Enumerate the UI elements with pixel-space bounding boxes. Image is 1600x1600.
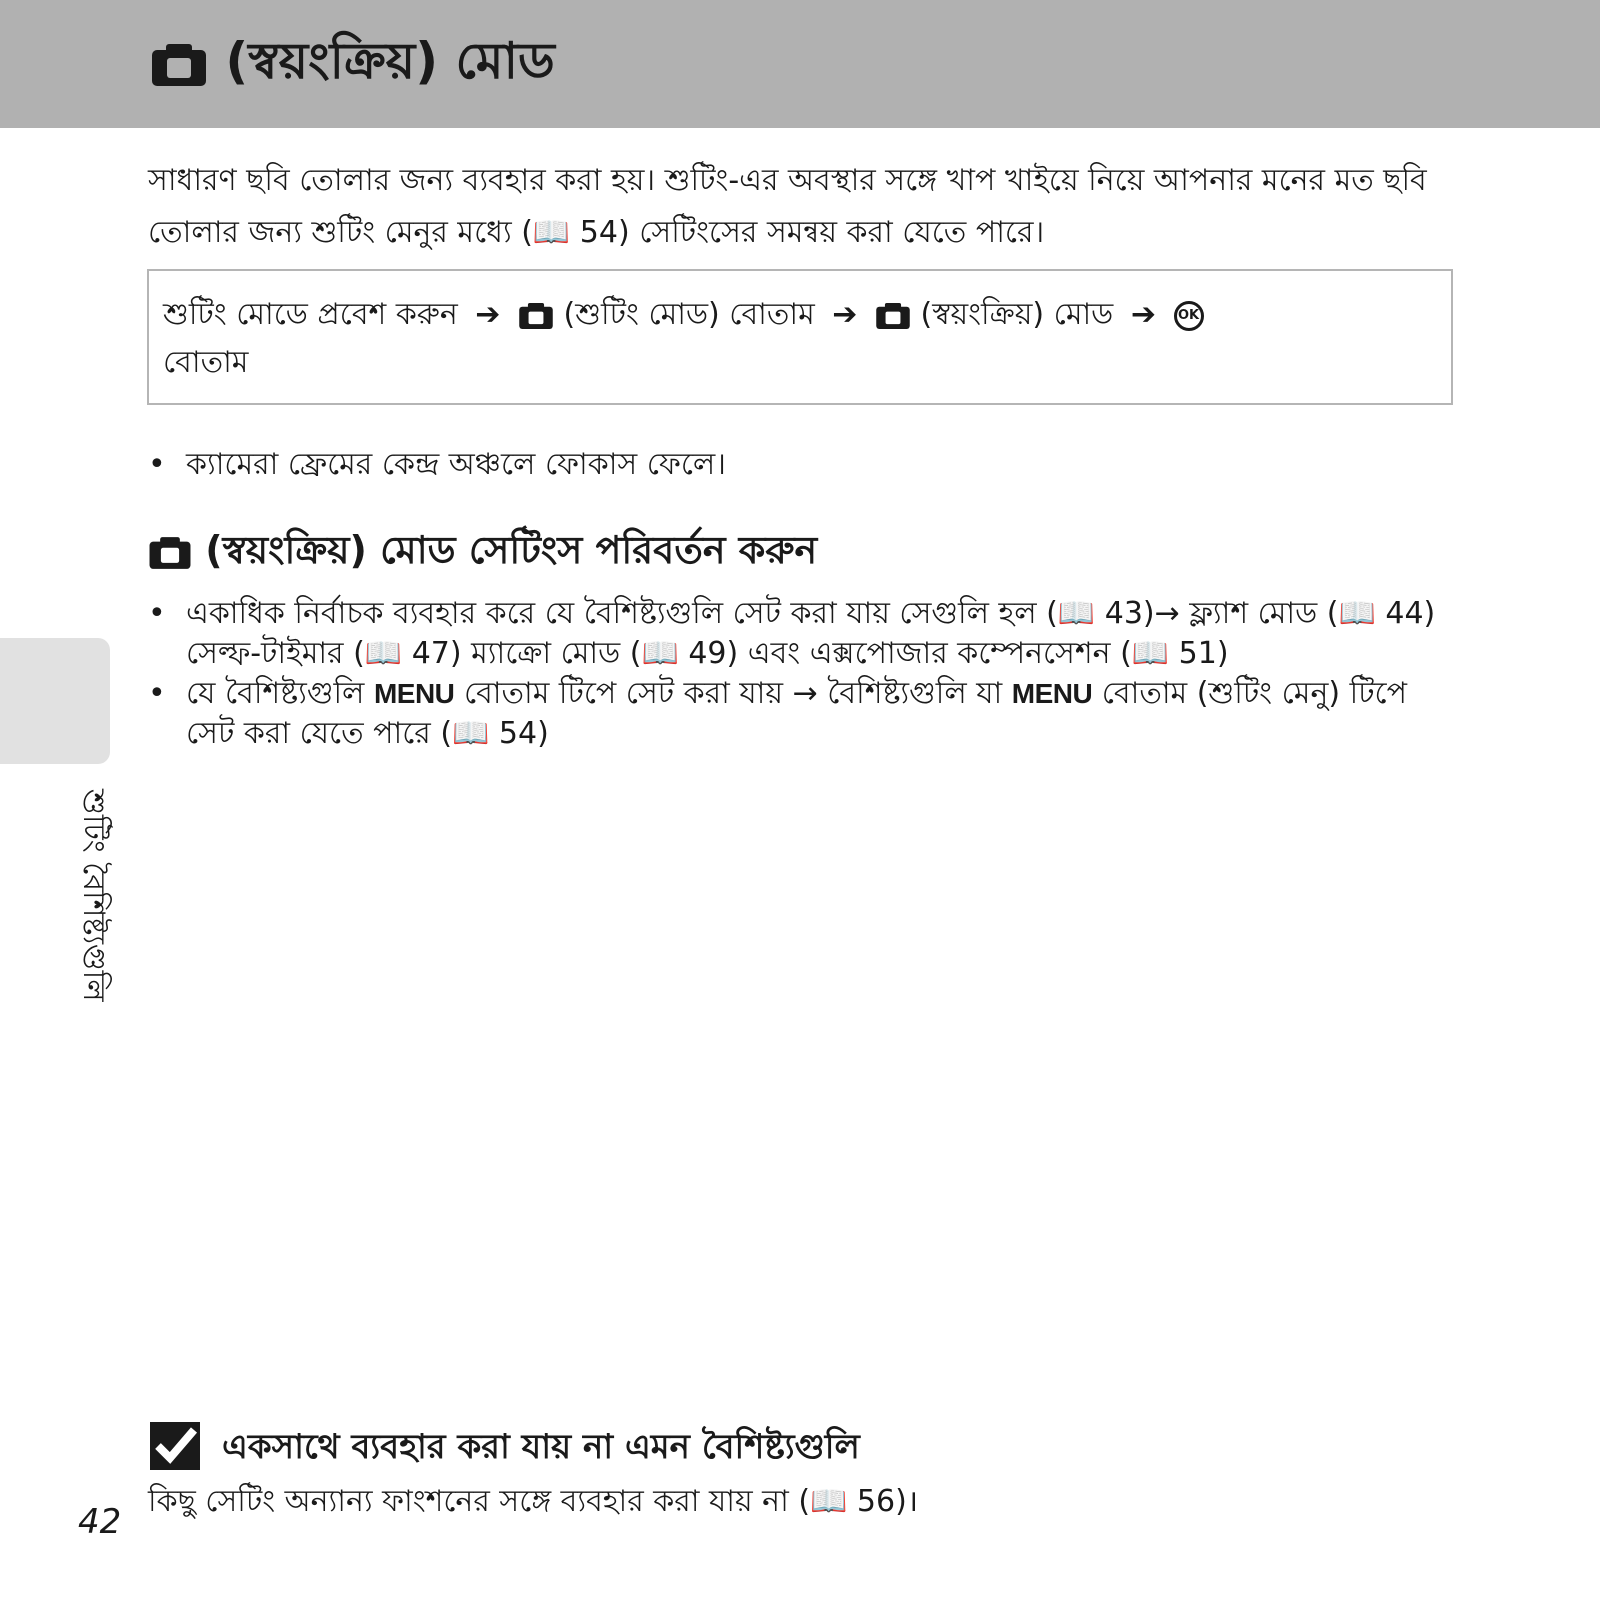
arrow-right-icon: ➔ — [475, 297, 501, 332]
chapter-label: শুটিং বৈশিষ্ট্যগুলি — [76, 789, 111, 1002]
page-reference[interactable]: (📖 43) — [1046, 596, 1155, 631]
list-item: • ক্যামেরা ফ্রেমের কেন্দ্র অঞ্চলে ফোকাস ফেলে। — [148, 445, 726, 485]
arrow-right-icon: ➔ — [832, 297, 858, 332]
page-reference[interactable]: (📖 47) — [353, 636, 462, 671]
section-heading — [148, 528, 818, 572]
bullet-b-text: বোতাম টিপে সেট করা যায় — [463, 676, 784, 711]
camera-icon — [875, 301, 911, 331]
section-heading-text: (স্বয়ংক্রিয়) মোড সেটিংস পরিবর্তন করুন — [205, 528, 818, 572]
ok-button-icon: OK — [1174, 301, 1204, 331]
arrow-right-icon: ➔ — [1130, 297, 1156, 332]
intro-paragraph: সাধারণ ছবি তোলার জন্য ব্যবহার করা হয়। শুটিং-এর অবস্থার সঙ্গে খাপ খাইয়ে নিয়ে আপনার মনের মত ছবি তোলার জন্য শুটিং মেনুর মধ্যে (📖 54) সেটিংসের সমন্বয় করা যেতে পারে। — [148, 163, 1427, 250]
checkmark-icon — [150, 1422, 200, 1470]
bullet-a-text: একাধিক নির্বাচক ব্যবহার করে যে বৈশিষ্ট্যগুলি সেট করা যায় সেগুলি হল — [186, 596, 1037, 631]
procedure-step-1: শুটিং মোডে প্রবেশ করুন — [163, 297, 458, 332]
arrow-icon: → — [792, 676, 818, 711]
list-item — [148, 594, 1448, 674]
procedure-box — [147, 269, 1453, 405]
camera-icon — [150, 42, 208, 88]
page-reference[interactable]: (📖 54) — [440, 716, 549, 751]
page-reference[interactable]: (📖 51) — [1120, 636, 1229, 671]
procedure-step-4: বোতাম — [163, 345, 249, 380]
page-title — [150, 32, 555, 90]
bullet-b-text: বৈশিষ্ট্যগুলি যা — [827, 676, 1003, 711]
page-number: 42 — [78, 1502, 122, 1542]
bullet-a-text: সেল্ফ-টাইমার — [186, 636, 344, 671]
page-reference[interactable]: (📖 44) — [1326, 596, 1436, 631]
camera-icon — [518, 301, 554, 331]
arrow-icon: → — [1154, 596, 1180, 631]
note-text: কিছু সেটিং অন্যান্য ফাংশনের সঙ্গে ব্যবহার করা যায় না (📖 56)। — [148, 1484, 919, 1519]
bullet-a-text: ম্যাক্রো মোড — [471, 636, 621, 671]
note-title: একসাথে ব্যবহার করা যায় না এমন বৈশিষ্ট্যগুলি — [222, 1427, 860, 1467]
bullet-a-text: এবং এক্সপোজার কম্পেনসেশন — [747, 636, 1111, 671]
bullet-b-text: যে বৈশিষ্ট্যগুলি — [186, 676, 365, 711]
menu-button-label: MENU — [1011, 678, 1093, 709]
camera-icon — [148, 535, 192, 571]
procedure-step-3: (স্বয়ংক্রিয়) মোড — [920, 297, 1114, 332]
bullet-list-2 — [148, 594, 1448, 754]
procedure-step-2: (শুটিং মোড) বোতাম — [563, 297, 815, 332]
list-item — [148, 674, 1448, 754]
chapter-tab — [0, 638, 110, 764]
menu-button-label: MENU — [373, 678, 455, 709]
page-title-text: (স্বয়ংক্রিয়) মোড — [225, 32, 555, 90]
bullet-b-text: বোতাম (শুটিং মেনু) টিপে সেট করা যেতে পারে — [186, 676, 1407, 751]
page-reference[interactable]: (📖 49) — [629, 636, 739, 671]
bullet-a-text: ফ্ল্যাশ মোড — [1189, 596, 1318, 631]
bullet-list-1 — [148, 445, 726, 485]
